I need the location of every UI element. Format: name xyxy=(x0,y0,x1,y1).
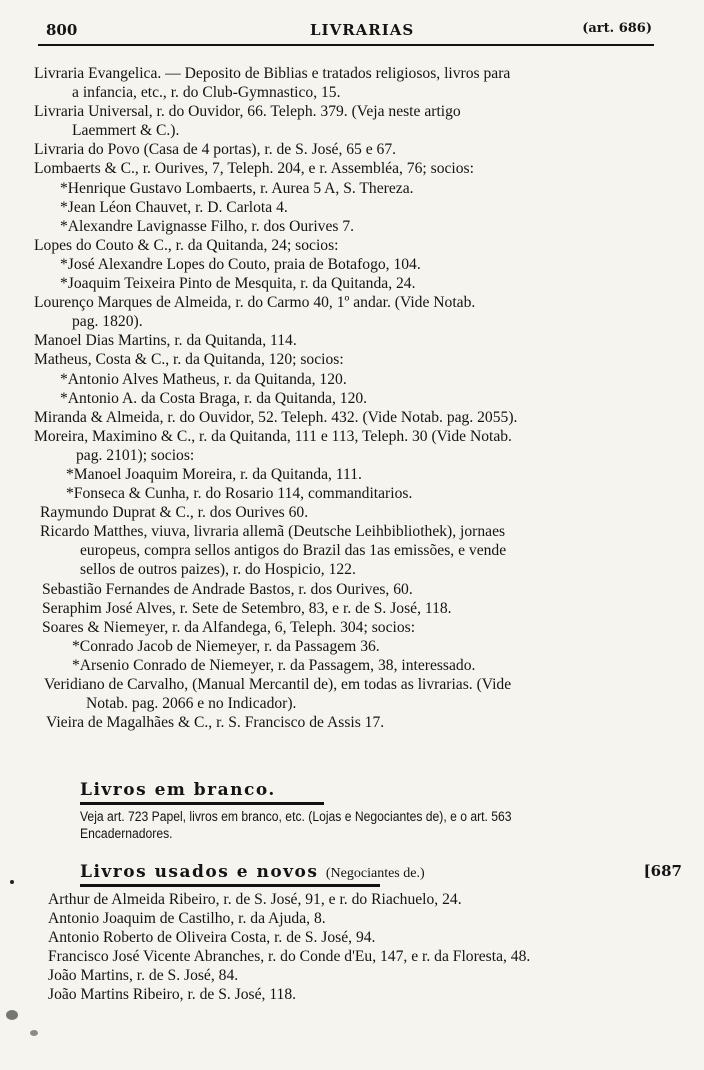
section-underline xyxy=(80,802,324,805)
list-item: Raymundo Duprat & C., r. dos Ourives 60. xyxy=(40,504,309,522)
partner-item: *Arsenio Conrado de Niemeyer, r. da Passagem, 38, interessado. xyxy=(72,656,476,674)
list-item: Lourenço Marques de Almeida, r. do Carmo 40, 1º andar. (Vide Notab. xyxy=(34,294,476,312)
note-line: Veja art. 723 Papel, livros em branco, etc. (Lojas e Negociantes de), e o art. 563 xyxy=(80,809,512,824)
list-item: Veridiano de Carvalho, (Manual Mercantil de), em todas as livrarias. (Vide xyxy=(44,676,512,693)
livros-usados-list xyxy=(0,890,704,1005)
livrarias-list xyxy=(0,64,704,732)
list-item: Miranda & Almeida, r. do Ouvidor, 52. Teleph. 432. (Vide Notab. pag. 2055). xyxy=(34,408,518,426)
section-title-text: Livros usados e novos xyxy=(80,862,319,882)
page-title: LIVRARIAS xyxy=(310,21,415,39)
list-item: Lombaerts & C., r. Ourives, 7, Teleph. 204, e r. Assembléa, 76; socios: xyxy=(34,160,474,178)
list-item: Lopes do Couto & C., r. da Quitanda, 24; socios: xyxy=(34,236,339,254)
list-item: João Martins Ribeiro, r. de S. José, 118. xyxy=(48,986,297,1004)
list-item: Antonio Joaquim de Castilho, r. da Ajuda, 8. xyxy=(48,910,326,928)
partner-item: *Jean Léon Chauvet, r. D. Carlota 4. xyxy=(60,198,288,216)
section-subtitle: (Negociantes de.) xyxy=(325,866,425,881)
list-item-continuation: europeus, compra sellos antigos do Brazil das 1as emissões, e vende xyxy=(80,542,507,560)
list-item: Livraria Universal, r. do Ouvidor, 66. Teleph. 379. (Veja neste artigo xyxy=(34,103,461,121)
page-number: 800 xyxy=(46,21,78,39)
partner-item: *Antonio Alves Matheus, r. da Quitanda, 120. xyxy=(60,370,347,388)
partner-item: *Conrado Jacob de Niemeyer, r. da Passagem 36. xyxy=(72,637,380,655)
list-item: Seraphim José Alves, r. Sete de Setembro, 83, e r. de S. José, 118. xyxy=(42,599,452,617)
list-item-continuation: Notab. pag. 2066 e no Indicador). xyxy=(86,695,297,713)
page-header xyxy=(38,20,654,46)
list-item: Livraria do Povo (Casa de 4 portas), r. de S. José, 65 e 67. xyxy=(34,141,397,159)
print-speck xyxy=(6,1010,18,1020)
list-item-continuation: sellos de outros paizes), r. do Hospicio, 122. xyxy=(80,561,356,579)
print-speck xyxy=(10,880,14,884)
partner-item: *Alexandre Lavignasse Filho, r. dos Ourives 7. xyxy=(60,217,355,235)
list-item-continuation: a infancia, etc., r. do Club-Gymnastico, 15. xyxy=(72,84,341,102)
list-item: Matheus, Costa & C., r. da Quitanda, 120; socios: xyxy=(34,351,344,369)
list-item: Livraria Evangelica. — Deposito de Biblias e tratados religiosos, livros para xyxy=(34,65,511,82)
list-item: Moreira, Maximino & C., r. da Quitanda, 111 e 113, Teleph. 30 (Vide Notab. xyxy=(34,427,512,445)
list-item: Sebastião Fernandes de Andrade Bastos, r. dos Ourives, 60. xyxy=(42,580,413,598)
list-item: Manoel Dias Martins, r. da Quitanda, 114. xyxy=(34,332,297,350)
print-speck xyxy=(30,1030,38,1036)
partner-item: *Antonio A. da Costa Braga, r. da Quitanda, 120. xyxy=(60,389,368,407)
list-item: Arthur de Almeida Ribeiro, r. de S. José, 91, e r. do Riachuelo, 24. xyxy=(48,891,462,908)
section-title-livros-em-branco: Livros em branco. xyxy=(80,780,276,800)
list-item-continuation: pag. 2101); socios: xyxy=(76,446,195,464)
partner-item: *José Alexandre Lopes do Couto, praia de Botafogo, 104. xyxy=(60,255,421,273)
list-item: Francisco José Vicente Abranches, r. do Conde d'Eu, 147, e r. da Floresta, 48. xyxy=(48,948,531,966)
list-item: João Martins, r. de S. José, 84. xyxy=(48,967,239,985)
section-title-livros-usados xyxy=(80,862,425,882)
article-reference: (art. 686) xyxy=(582,21,652,36)
partner-item: *Henrique Gustavo Lombaerts, r. Aurea 5 A, S. Thereza. xyxy=(60,179,414,197)
list-item: Ricardo Matthes, viuva, livraria allemã (Deutsche Leihbibliothek), jornaes xyxy=(40,523,506,541)
partner-item: *Joaquim Teixeira Pinto de Mesquita, r. da Quitanda, 24. xyxy=(60,275,416,293)
article-number: [687 xyxy=(643,862,682,880)
list-item-continuation: Laemmert & C.). xyxy=(72,122,180,140)
partner-item: *Manoel Joaquim Moreira, r. da Quitanda, 111. xyxy=(66,465,362,483)
list-item: Vieira de Magalhães & C., r. S. Francisco de Assis 17. xyxy=(46,714,385,732)
note-line: Encadernadores. xyxy=(80,826,173,841)
partner-item: *Fonseca & Cunha, r. do Rosario 114, commanditarios. xyxy=(66,485,413,503)
list-item: Antonio Roberto de Oliveira Costa, r. de S. José, 94. xyxy=(48,929,376,947)
list-item: Soares & Niemeyer, r. da Alfandega, 6, Teleph. 304; socios: xyxy=(42,618,416,636)
cross-reference-note xyxy=(80,808,674,842)
list-item-continuation: pag. 1820). xyxy=(72,313,143,331)
section-underline xyxy=(80,884,380,887)
